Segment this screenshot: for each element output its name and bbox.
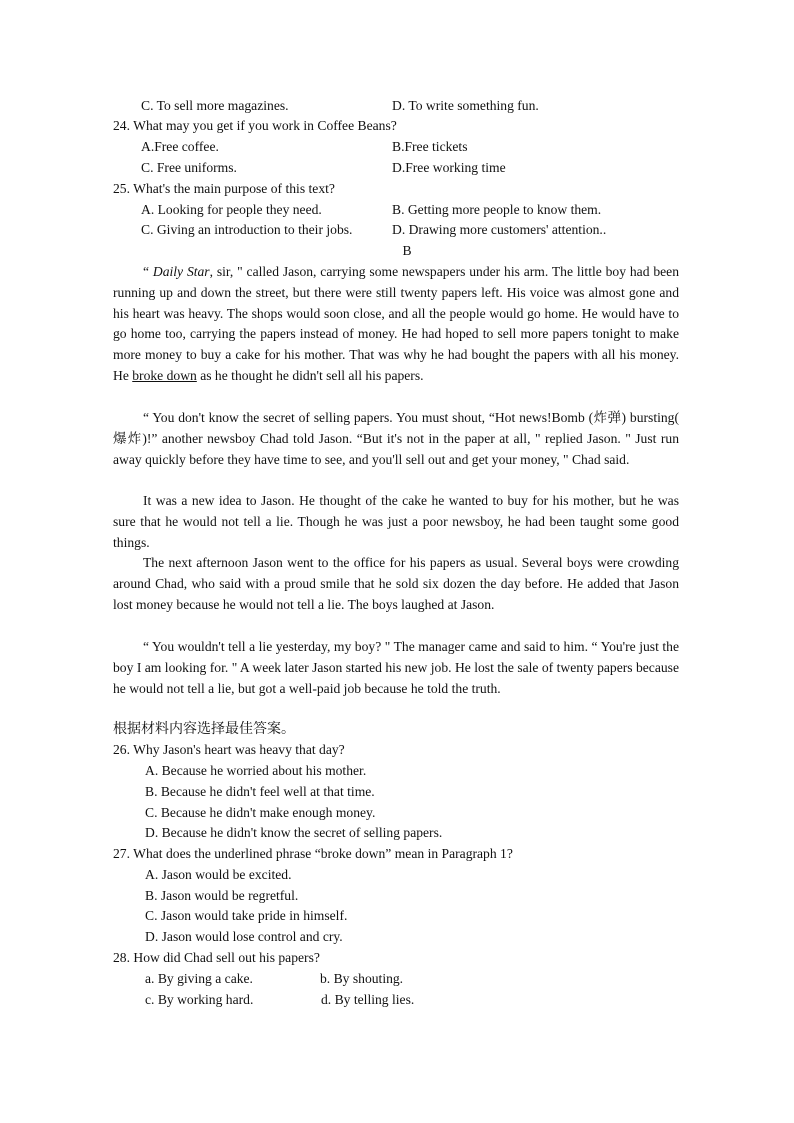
q24-option-a: A.Free coffee.: [141, 139, 219, 154]
passage-paragraph-3: It was a new idea to Jason. He thought of the cake he wanted to buy for his mother, but he was sure that he would not tell a lie. Though he was just a poor newsboy, he had been taught some good things.: [113, 493, 679, 550]
instruction-text: 根据材料内容选择最佳答案。: [113, 721, 295, 737]
underlined-phrase: broke down: [132, 367, 197, 383]
q28-stem: 28. How did Chad sell out his papers?: [113, 950, 320, 965]
q27-option-b: B. Jason would be regretful.: [145, 888, 299, 903]
passage-paragraph-1: [113, 262, 679, 387]
passage-paragraph-2: “ You don't know the secret of selling papers. You must shout, “Hot news!Bomb (炸弹) bursting( 爆炸)!” another newsboy Chad told Jason. “But it's not in the paper at all, " replied Jason. " Just run away quickly before they have time to see, and you'll sell out and get your money, " Chad said.: [113, 410, 679, 467]
q27-option-d: D. Jason would lose control and cry.: [145, 929, 343, 944]
q25-option-b: B. Getting more people to know them.: [392, 202, 602, 217]
q23-option-c: C. To sell more magazines.: [141, 98, 289, 113]
q27-option-a: A. Jason would be excited.: [145, 867, 292, 882]
q28-option-d: d. By telling lies.: [321, 992, 415, 1007]
q26-option-d: D. Because he didn't know the secret of selling papers.: [145, 825, 443, 840]
paragraph-1-text-b: as he thought he didn't sell all his papers.: [196, 367, 424, 383]
q26-stem: 26. Why Jason's heart was heavy that day?: [113, 742, 345, 757]
q25-option-a: A. Looking for people they need.: [141, 202, 322, 217]
q26-option-b: B. Because he didn't feel well at that time.: [145, 784, 375, 799]
q25-option-c: C. Giving an introduction to their jobs.: [141, 222, 353, 237]
q27-stem: 27. What does the underlined phrase “broke down” mean in Paragraph 1?: [113, 846, 513, 861]
q26-option-c: C. Because he didn't make enough money.: [145, 805, 376, 820]
quote-open: “: [143, 264, 153, 279]
q27-option-c: C. Jason would take pride in himself.: [145, 908, 348, 923]
q23-option-d: D. To write something fun.: [392, 98, 539, 113]
q28-option-a: a. By giving a cake.: [145, 971, 253, 986]
q24-option-d: D.Free working time: [392, 160, 506, 175]
passage-paragraph-5: “ You wouldn't tell a lie yesterday, my boy? " The manager came and said to him. “ You're just the boy I am looking for. " A week later Jason started his new job. He lost the sale of twenty papers because he would not tell a lie, but got a well-paid job because he told the truth.: [113, 639, 679, 696]
section-heading-b: B: [402, 243, 412, 258]
newspaper-title: Daily Star: [152, 264, 210, 279]
q25-option-d: D. Drawing more customers' attention..: [392, 222, 607, 237]
q24-option-b: B.Free tickets: [392, 139, 468, 154]
q28-option-b: b. By shouting.: [320, 971, 404, 986]
q24-stem: 24. What may you get if you work in Coffee Beans?: [113, 118, 397, 133]
q26-option-a: A. Because he worried about his mother.: [145, 763, 367, 778]
q24-option-c: C. Free uniforms.: [141, 160, 237, 175]
q28-option-c: c. By working hard.: [145, 992, 254, 1007]
q25-stem: 25. What's the main purpose of this text?: [113, 181, 335, 196]
passage-paragraph-4: The next afternoon Jason went to the office for his papers as usual. Several boys were crowding around Chad, who said with a proud smile that he sold six dozen the day before. He added that Jason lost money because he would not tell a lie. The boys laughed at Jason.: [113, 555, 679, 612]
paragraph-1-text-a: , sir, " called Jason, carrying some newspapers under his arm. The little boy had been running up and down the street, but there were still twenty papers left. His voice was almost gone and his heart was heavy. The shops would soon close, and all the people would go home. He would have to go home too, carrying the papers instead of money. He had hoped to sell more papers tonight to make more money to buy a cake for his mother. That was why he had bought the papers with all his money. He: [113, 264, 679, 383]
